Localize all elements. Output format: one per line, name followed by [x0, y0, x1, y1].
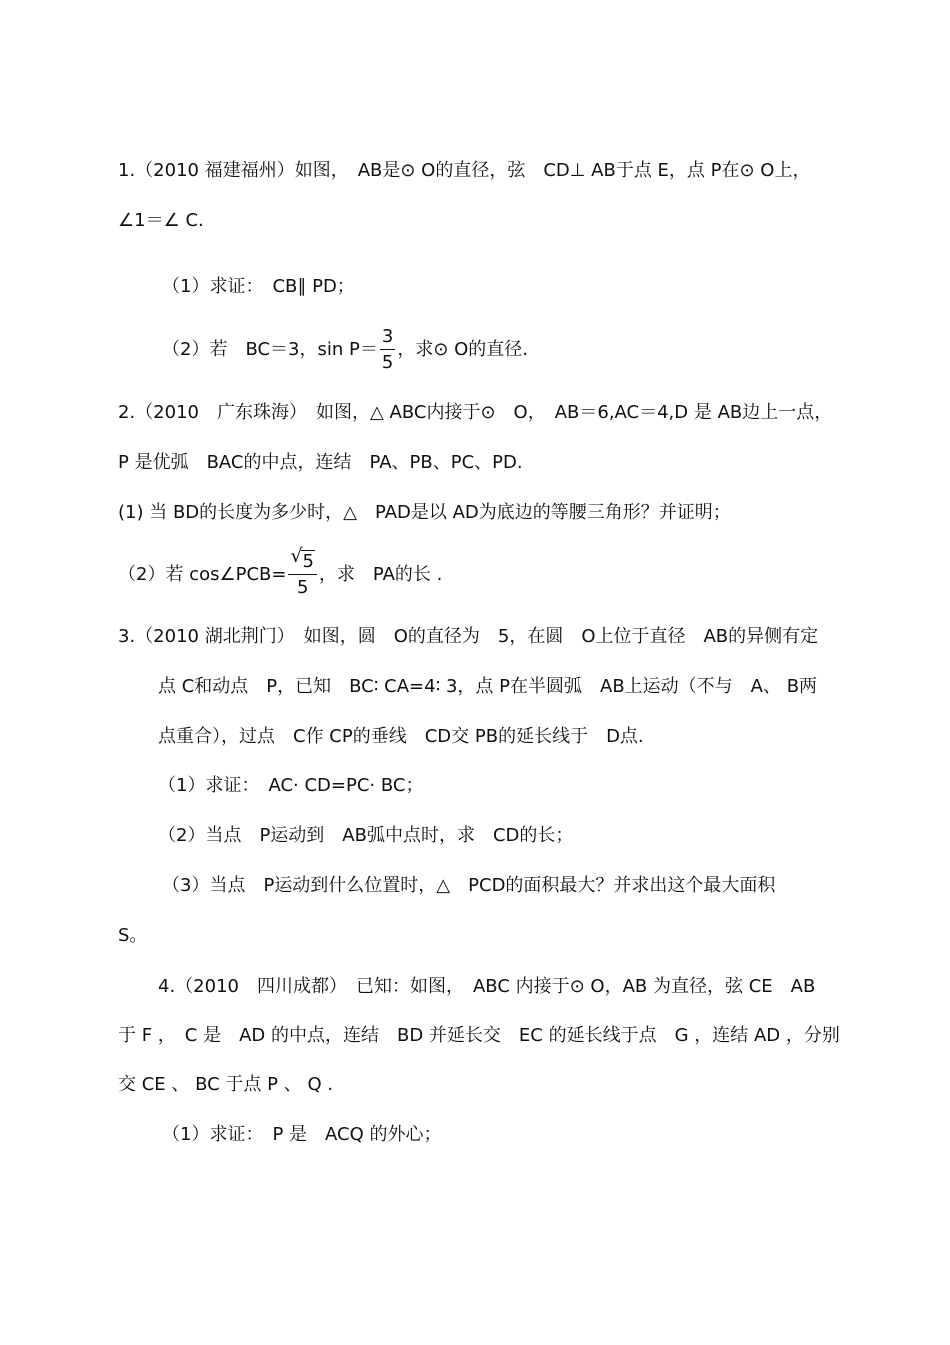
problem-3-stem-line-1: 3.（2010 湖北荆门） 如图，圆 O的直径为 5，在圆 O上位于直径 AB的异侧有定	[118, 626, 819, 647]
problem-1-part-2-prefix: （2）若 BC＝3，sin P＝	[162, 339, 378, 360]
problem-3-stem-line-2: 点 C和动点 P，已知 BC∶ CA=4∶ 3，点 P在半圆弧 AB上运动（不与 A、 B两	[158, 676, 818, 697]
problem-1-part-1: （1）求证： CB∥ PD；	[162, 276, 355, 297]
problem-1-stem-line-2: ∠1＝∠ C.	[118, 210, 204, 231]
fraction-denominator: 5	[381, 352, 394, 373]
problem-2-part-1: (1) 当 BD的长度为多少时，△ PAD是以 AD为底边的等腰三角形？并证明；	[118, 502, 731, 523]
problem-3-stem-line-3: 点重合），过点 C作 CP的垂线 CD交 PB的延长线于 D点.	[158, 726, 644, 747]
problem-4-part-1: （1）求证： P 是 ACQ 的外心；	[162, 1124, 442, 1145]
radicand: 5	[302, 551, 314, 572]
radical-sign: √	[290, 545, 303, 567]
square-root	[290, 545, 314, 572]
problem-4-stem-line-1: 4.（2010 四川成都） 已知：如图， ABC 内接于⊙ O，AB 为直径，弦 CE AB	[158, 976, 816, 997]
fraction-three-fifths	[380, 328, 395, 372]
problem-4-stem-line-3: 交 CE 、 BC 于点 P 、 Q .	[118, 1074, 334, 1095]
problem-2-stem-line-1: 2.（2010 广东珠海） 如图，△ ABC内接于⊙ O， AB＝6,AC＝4,D 是 AB边上一点，	[118, 402, 833, 423]
problem-2-part-2	[118, 545, 443, 600]
problem-3-part-2: （2）当点 P运动到 AB弧中点时，求 CD的长；	[158, 825, 574, 846]
problem-3-part-3-line-2: S。	[118, 925, 148, 946]
fraction-sqrt5-over-5	[288, 545, 316, 598]
problem-2-stem-line-2: P 是优弧 BAC的中点，连结 PA、PB、PC、PD.	[118, 452, 523, 473]
problem-3-part-3-line-1: （3）当点 P运动到什么位置时，△ PCD的面积最大？并求出这个最大面积	[162, 875, 776, 896]
problem-2-part-2-prefix: （2）若 cos∠PCB=	[118, 564, 287, 585]
problem-2-part-2-suffix: ，求 PA的长 .	[318, 564, 443, 585]
problem-1-part-2	[162, 326, 528, 374]
fraction-numerator: 3	[380, 328, 395, 350]
problem-4-stem-line-2: 于 F ， C 是 AD 的中点，连结 BD 并延长交 EC 的延长线于点 G ，连结 AD ，分别	[118, 1025, 840, 1046]
problem-1-part-2-suffix: ，求⊙ O的直径.	[397, 339, 529, 360]
fraction-numerator	[288, 545, 316, 575]
problem-3-part-1: （1）求证： AC· CD=PC· BC；	[158, 775, 424, 796]
problem-1-stem-line-1: 1.（2010 福建福州）如图， AB是⊙ O的直径，弦 CD⊥ AB于点 E，点 P在⊙ O上，	[118, 160, 811, 181]
fraction-denominator: 5	[296, 577, 309, 598]
